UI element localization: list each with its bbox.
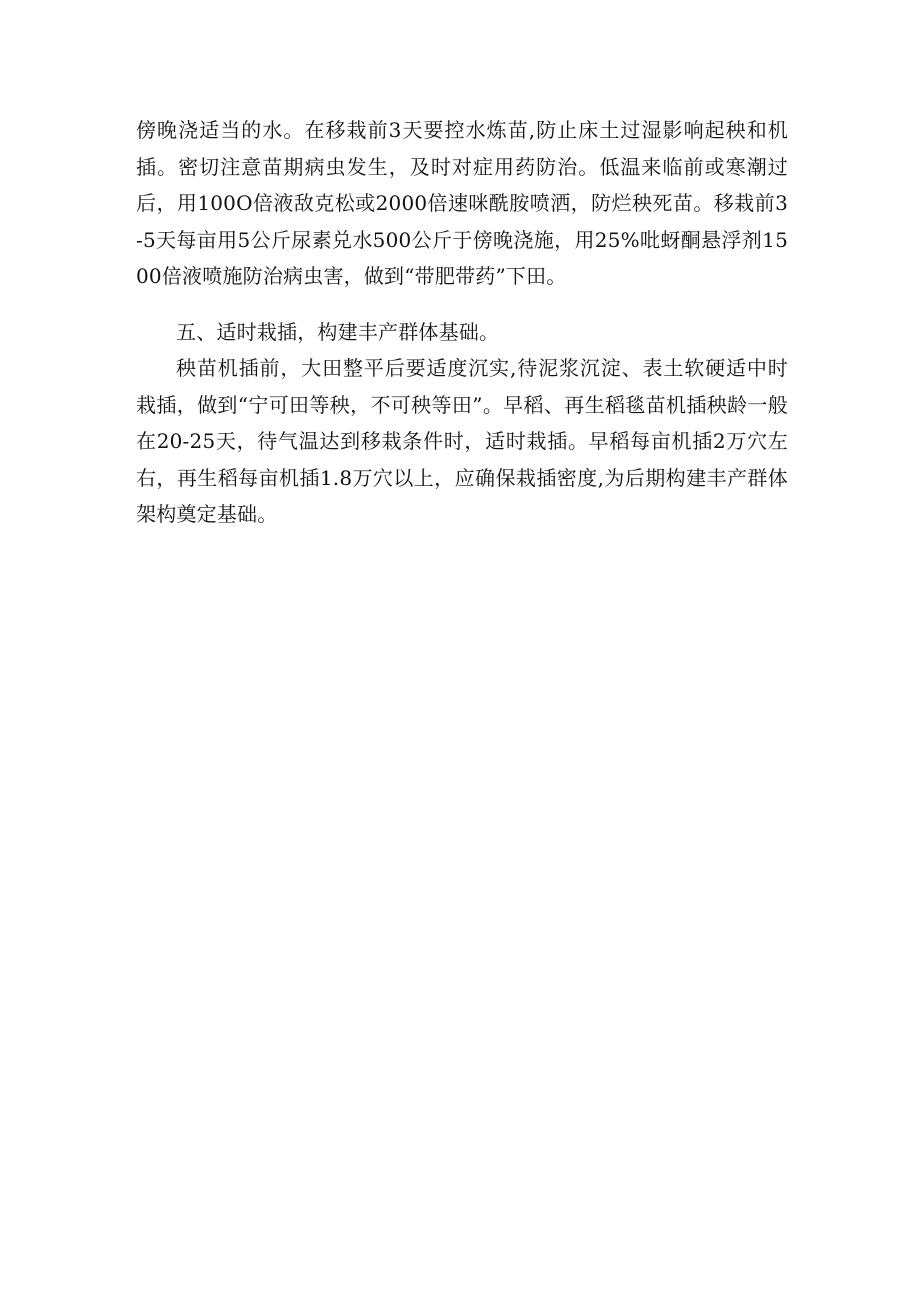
document-body (136, 112, 788, 533)
section-body-paragraph: 秧苗机插前，大田整平后要适度沉实,待泥浆沉淀、表土软硬适中时栽插，做到“宁可田等秧，不可秧等田”。早稻、再生稻毯苗机插秧龄一般在20-25天，待气温达到移栽条件时，适时栽插。早稻每亩机插2万穴左右，再生稻每亩机插1.8万穴以上，应确保栽插密度,为后期构建丰产群体架构奠定基础。 (136, 356, 788, 526)
section-heading: 五、适时栽插，构建丰产群体基础。 (176, 319, 500, 344)
continuation-paragraph: 傍晚浇适当的水。在移栽前3天要控水炼苗,防止床土过湿影响起秧和机插。密切注意苗期病虫发生，及时对症用药防治。低温来临前或寒潮过后，用100O倍液敌克松或2000倍速咪酰胺喷洒，防烂秧死苗。移栽前3-5天每亩用5公斤尿素兑水500公斤于傍晚浇施，用25%吡蚜酮悬浮剂1500倍液喷施防治病虫害，做到“带肥带药”下田。 (136, 118, 788, 288)
